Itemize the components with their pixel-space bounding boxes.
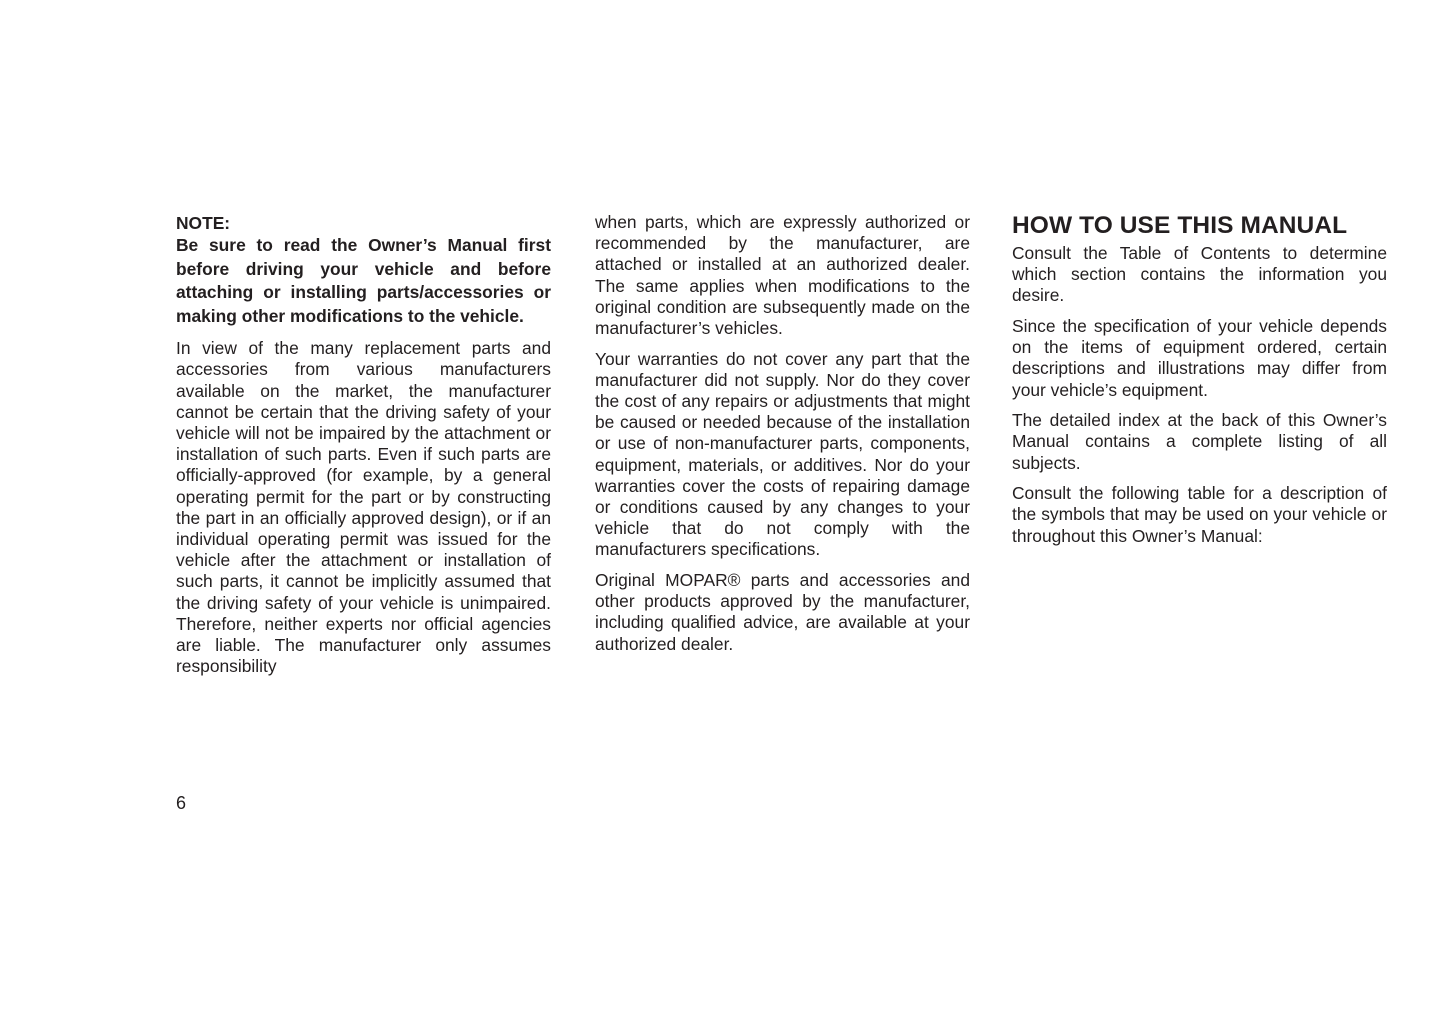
- middle-paragraph-1: when parts, which are expressly authorized or recommended by the manufacturer, are attached or installed at an authorized dealer. The same applies when modifications to the original condition are subsequently made on the manufacturer’s vehicles.: [595, 212, 970, 339]
- right-paragraph-2: Since the specification of your vehicle depends on the items of equipment ordered, certain descriptions and illustrations may differ from your vehicle’s equipment.: [1012, 316, 1387, 400]
- left-paragraph: In view of the many replacement parts and accessories from various manufacturers available on the market, the manufacturer cannot be certain that the driving safety of your vehicle will not be impaired by the attachment or installation of such parts. Even if such parts are officially-approved (for example, by a general operating permit for the part or by constructing the part in an officially approved design), or if an individual operating permit was issued for the vehicle after the attachment or installation of such parts, it cannot be implicitly assumed that the driving safety of your vehicle is unimpaired. Therefore, neither experts nor official agencies are liable. The manufacturer only assumes responsibility: [176, 338, 551, 677]
- right-paragraph-4: Consult the following table for a description of the symbols that may be used on your vehicle or throughout this Owner’s Manual:: [1012, 483, 1387, 546]
- left-column: [176, 212, 551, 687]
- right-column: [1012, 212, 1387, 556]
- middle-paragraph-3: Original MOPAR® parts and accessories and other products approved by the manufacturer, including qualified advice, are available at your authorized dealer.: [595, 570, 970, 654]
- right-paragraph-1: Consult the Table of Contents to determine which section contains the information you desire.: [1012, 243, 1387, 306]
- section-heading: HOW TO USE THIS MANUAL: [1012, 212, 1348, 239]
- page-number: 6: [176, 793, 187, 813]
- note-label: NOTE:: [176, 213, 231, 233]
- note-text: Be sure to read the Owner’s Manual first before driving your vehicle and before attaching or installing parts/accessories or making other modifications to the vehicle.: [176, 235, 551, 327]
- right-paragraph-3: The detailed index at the back of this Owner’s Manual contains a complete listing of all subjects.: [1012, 410, 1387, 473]
- middle-paragraph-2: Your warranties do not cover any part that the manufacturer did not supply. Nor do they cover the cost of any repairs or adjustments that might be caused or needed because of the installation or use of non-manufacturer parts, components, equipment, materials, or additives. Nor do your warranties cover the costs of repairing damage or conditions caused by any changes to your vehicle that do not comply with the manufacturers specifications.: [595, 348, 970, 560]
- middle-column: [595, 212, 970, 664]
